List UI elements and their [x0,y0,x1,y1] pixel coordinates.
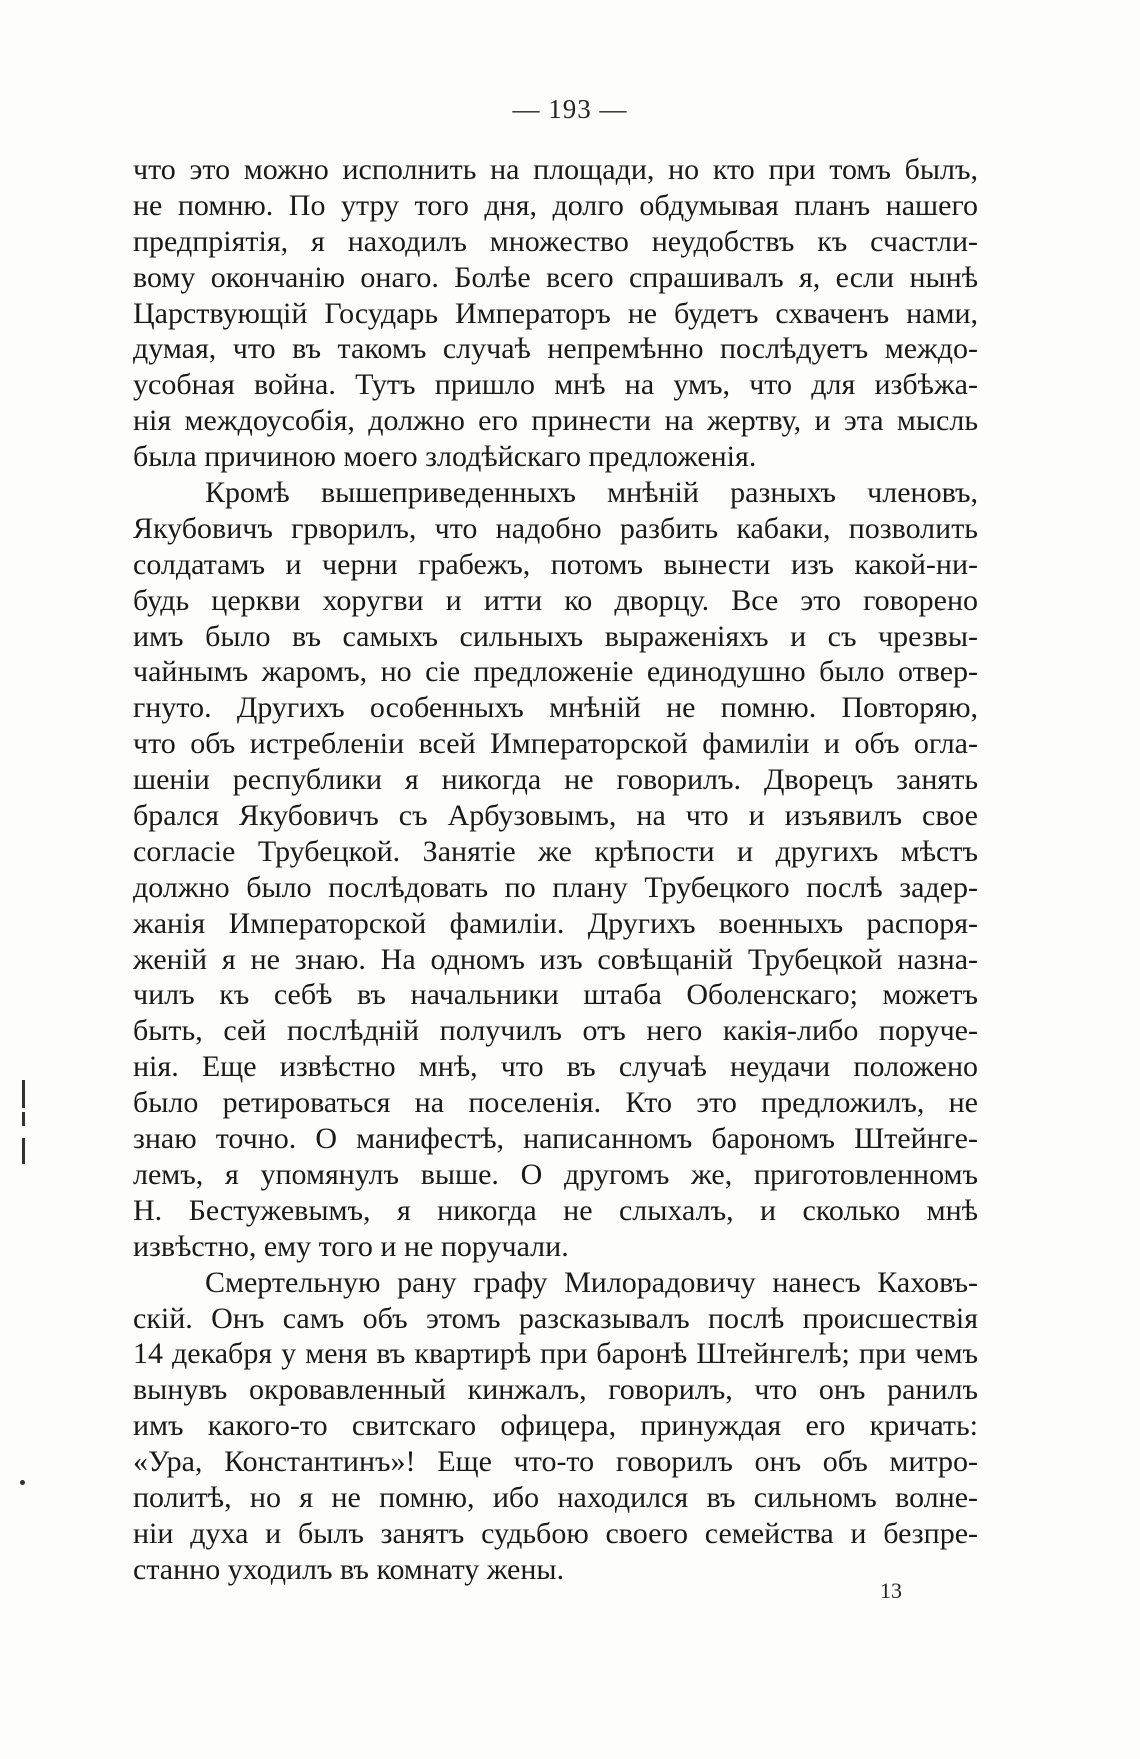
text-line: «Ура, Константинъ»! Еще что-то говорилъ онъ объ митро- [133,1445,978,1479]
text-line: 14 декабря у меня въ квартирѣ при баронѣ Штейнгелѣ; при чемъ [133,1337,978,1371]
text-line: женій я не знаю. На одномъ изъ совѣщаній Трубецкой назна- [133,942,978,976]
body-text [133,152,978,1588]
text-line: извѣстно, ему того и не поручали. [133,1229,569,1263]
paragraph [133,152,978,475]
text-line: усобная война. Тутъ пришло мнѣ на умъ, что для избѣжа- [133,368,978,402]
text-line: жанія Императорской фамиліи. Другихъ военныхъ распоря- [133,906,978,940]
text-line: Якубовичъ грворилъ, что надобно разбить кабаки, позволить [133,511,978,545]
text-line: вынувъ окровавленный кинжалъ, говорилъ, что онъ ранилъ [133,1373,978,1407]
margin-scan-mark [22,1112,25,1126]
text-line: не помню. По утру того дня, долго обдумывая планъ нашего [133,188,978,222]
text-line: предпріятія, я находилъ множество неудобствъ къ счастли- [133,224,978,258]
text-line: Н. Бестужевымъ, я никогда не слыхалъ, и сколько мнѣ [133,1193,978,1227]
text-line: имъ какого-то свитскаго офицера, принуждая его кричать: [133,1409,978,1443]
paragraph [133,1265,978,1588]
margin-scan-mark [22,1080,25,1108]
text-line: гнуто. Другихъ особенныхъ мнѣній не помню. Повторяю, [133,691,978,725]
text-line: нія междоусобія, должно его принести на жертву, и эта мысль [133,404,978,438]
text-line: Кромѣ вышеприведенныхъ мнѣній разныхъ членовъ, [205,476,978,510]
text-line: Царствующій Государь Императоръ не будетъ схваченъ нами, [133,296,978,330]
text-line: будь церкви хоругви и итти ко дворцу. Все это говорено [133,583,978,617]
text-line: что объ истребленіи всей Императорской фамиліи и объ огла- [133,727,978,761]
printer-signature-mark: 13 [880,1578,902,1603]
text-line: ніи духа и былъ занятъ судьбою своего семейства и безпре- [133,1516,978,1550]
text-line: думая, что въ такомъ случаѣ непремѣнно послѣдуетъ междо- [133,332,978,366]
text-line: чайнымъ жаромъ, но сіе предложеніе единодушно было отвер- [133,655,978,689]
text-line: солдатамъ и черни грабежъ, потомъ вынести изъ какой-ни- [133,547,978,581]
text-line: брался Якубовичъ съ Арбузовымъ, на что и изъявилъ свое [133,799,978,833]
text-line: политѣ, но я не помню, ибо находился въ сильномъ волне- [133,1480,978,1514]
text-line: чилъ къ себѣ въ начальники штаба Оболенскаго; можетъ [133,978,978,1012]
text-line: лемъ, я упомянулъ выше. О другомъ же, приготовленномъ [133,1157,978,1191]
text-line: должно было послѣдовать по плану Трубецкого послѣ задер- [133,870,978,904]
text-line: станно уходилъ въ комнату жены. [133,1552,565,1586]
text-line: была причиною моего злодѣйскаго предложенія. [133,440,757,474]
margin-scan-mark [22,1138,25,1164]
text-line: что это можно исполнить на площади, но кто при томъ былъ, [133,153,978,186]
text-line: имъ было въ самыхъ сильныхъ выраженіяхъ и съ чрезвы- [133,619,978,653]
text-line: согласіе Трубецкой. Занятіе же крѣпости и другихъ мѣстъ [133,834,978,868]
text-line: вому окончанію онаго. Болѣе всего спрашивалъ я, если нынѣ [133,260,978,294]
text-line: Смертельную рану графу Милорадовичу нанесъ Каховъ- [205,1265,978,1299]
text-line: шеніи республики я никогда не говорилъ. Дворецъ занять [133,763,978,797]
text-line: скій. Онъ самъ объ этомъ разсказывалъ послѣ происшествія [133,1301,978,1335]
text-line: было ретироваться на поселенія. Кто это предложилъ, не [133,1086,978,1120]
paragraph [133,475,978,1265]
paragraph-container [133,152,978,1588]
text-line: быть, сей послѣдній получилъ отъ него какія-либо поруче- [133,1014,978,1048]
text-line: знаю точно. О манифестѣ, написанномъ барономъ Штейнге- [133,1122,978,1156]
margin-scan-dot [20,1480,25,1485]
text-line: нія. Еще извѣстно мнѣ, что въ случаѣ неудачи положено [133,1050,978,1084]
page-number-header: — 193 — [512,94,628,124]
